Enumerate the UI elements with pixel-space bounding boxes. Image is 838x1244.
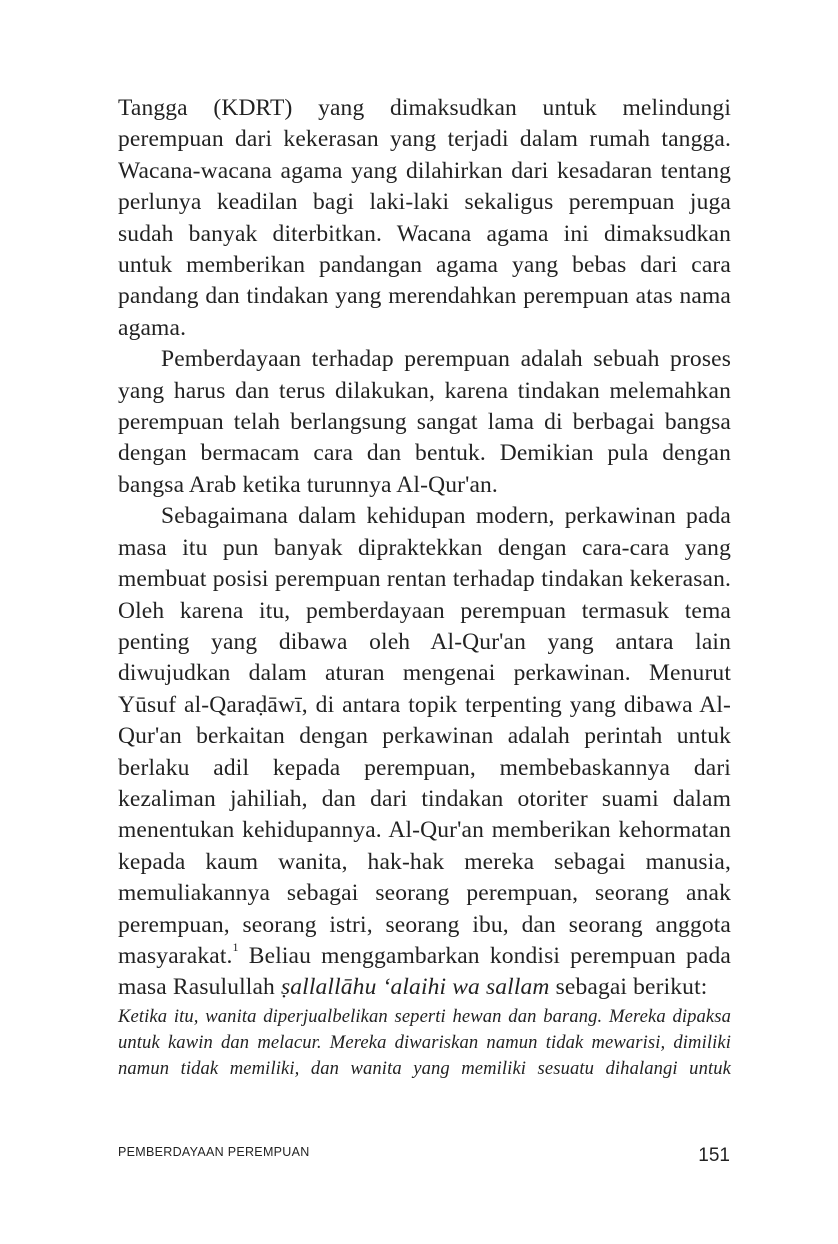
paragraph-3-main: Sebagaimana dalam kehidupan modern, perkawinan pada masa itu pun banyak dipraktekkan dengan cara-cara yang membuat posisi perempuan rentan terhadap tindakan kekerasan. Oleh karena itu, pemberdayaan perempuan termasuk tema penting yang dibawa oleh Al-Qur'an yang antara lain diwujudkan dalam aturan mengenai perkawinan. Menurut Yūsuf al-Qaraḍāwī, di antara topik terpenting yang dibawa Al-Qur'an berkaitan dengan perkawinan adalah perintah untuk berlaku adil kepada perempuan, membebaskannya dari kezaliman jahiliah, dan dari tindakan otoriter suami dalam menentukan kehidupannya. Al-Qur'an memberikan kehormatan kepada kaum wanita, hak-hak mereka sebagai manusia, memuliakannya sebagai seorang perempuan, seorang anak perempuan, seorang istri, seorang ibu, dan seorang anggota masyarakat.: [118, 503, 731, 969]
paragraph-1: Tangga (KDRT) yang dimaksudkan untuk melindungi perempuan dari kekerasan yang terjadi dalam rumah tangga. Wacana-wacana agama yang dilahirkan dari kesadaran tentang perlunya keadilan bagi laki-laki sekaligus perempuan juga sudah banyak diterbitkan. Wacana agama ini dimaksudkan untuk memberikan pandangan agama yang bebas dari cara pandang dan tindakan yang merendahkan perempuan atas nama agama.: [118, 95, 731, 341]
paragraph-3: [118, 501, 731, 1004]
footnote-marker[interactable]: 1: [232, 940, 239, 955]
paragraph-3-continued: Beliau menggambarkan kondisi perempuan pada masa Rasulullah: [118, 942, 731, 1001]
running-footer-title: PEMBERDAYAAN PEREMPUAN: [118, 1145, 310, 1159]
paragraph-3-end: sebagai berikut:: [549, 974, 708, 1001]
honorific-phrase: ṣallallāhu ʻalaihi wa sallam: [280, 974, 550, 1001]
page-number: 151: [698, 1145, 730, 1166]
block-quote: Ketika itu, wanita diperjualbelikan seperti hewan dan barang. Mereka dipaksa untuk kawin dan melacur. Mereka diwariskan namun tidak mewarisi, dimiliki namun tidak memiliki, dan wanita yang memiliki sesuatu dihalangi untuk: [118, 1005, 731, 1079]
paragraph-2: Pemberdayaan terhadap perempuan adalah sebuah proses yang harus dan terus dilakukan, karena tindakan melemahkan perempuan telah berlangsung sangat lama di berbagai bangsa dengan bermacam cara dan bentuk. Demikian pula dengan bangsa Arab ketika turunnya Al-Qur'an.: [118, 346, 731, 498]
body-text: [118, 93, 731, 1082]
